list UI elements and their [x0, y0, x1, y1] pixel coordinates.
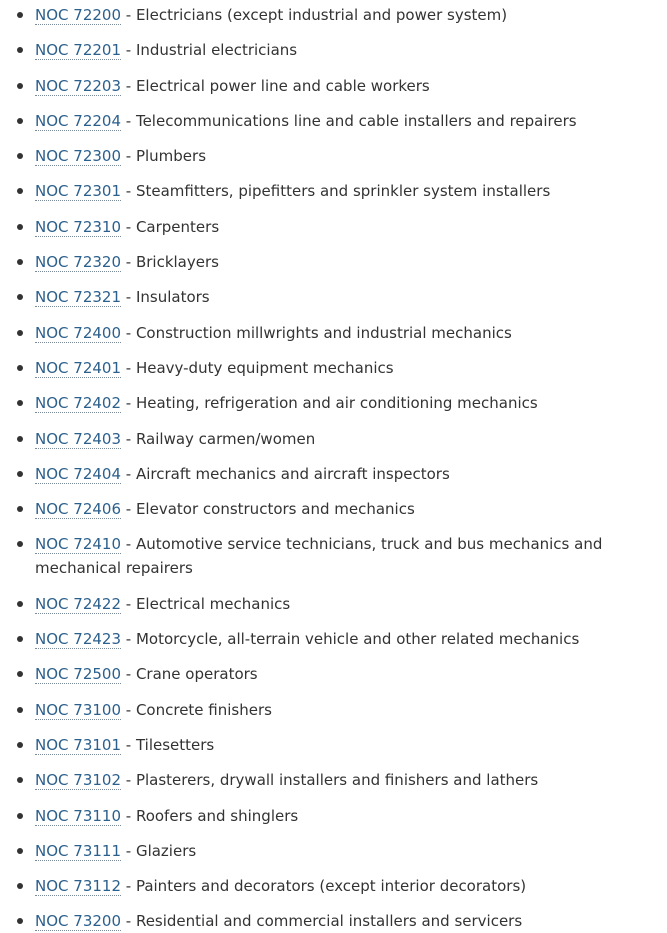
noc-code-link[interactable]: NOC 72203 [35, 76, 121, 95]
bullet-icon [17, 671, 23, 677]
separator: - [121, 394, 136, 413]
separator: - [121, 41, 136, 60]
occupation-title: Electrical mechanics [135, 594, 291, 613]
bullet-icon [17, 365, 23, 371]
separator: - [121, 6, 136, 24]
list-item [0, 427, 667, 451]
separator: - [121, 111, 136, 130]
list-item [0, 462, 667, 486]
list-item [0, 321, 667, 345]
occupation-title: Carpenters [135, 217, 220, 236]
bullet-icon [17, 636, 23, 642]
occupation-title: Motorcycle, all-terrain vehicle and other related mechanics [135, 630, 580, 649]
list-item [0, 285, 667, 309]
occupation-title: Tilesetters [135, 735, 215, 754]
occupation-title: Painters and decorators (except interior decorators) [135, 877, 527, 896]
separator: - [121, 771, 136, 790]
noc-code-link[interactable]: NOC 72400 [35, 323, 121, 342]
list-item [0, 144, 667, 168]
bullet-icon [17, 118, 23, 124]
bullet-icon [17, 813, 23, 819]
occupation-title: Elevator constructors and mechanics [135, 500, 415, 519]
bullet-icon [17, 188, 23, 194]
noc-code-link[interactable]: NOC 72401 [35, 358, 121, 377]
noc-code-link[interactable]: NOC 72310 [35, 217, 121, 236]
separator: - [121, 841, 136, 860]
bullet-icon [17, 436, 23, 442]
separator: - [121, 182, 136, 201]
list-item [0, 74, 667, 98]
bullet-icon [17, 47, 23, 53]
list-item [0, 356, 667, 380]
separator: - [121, 806, 136, 825]
occupation-title: Heating, refrigeration and air conditioning mechanics [135, 394, 538, 413]
occupation-title: Electricians (except industrial and power system) [135, 6, 508, 24]
occupation-title: Electrical power line and cable workers [135, 76, 430, 95]
bullet-icon [17, 601, 23, 607]
noc-code-link[interactable]: NOC 73111 [35, 841, 121, 860]
occupation-title: Insulators [135, 288, 210, 307]
occupation-title: Railway carmen/women [135, 429, 316, 448]
noc-code-link[interactable]: NOC 72403 [35, 429, 121, 448]
noc-code-link[interactable]: NOC 72410 [35, 535, 121, 554]
occupation-title: Heavy-duty equipment mechanics [135, 358, 394, 377]
occupation-title: Residential and commercial installers and servicers [135, 912, 523, 931]
separator: - [121, 735, 136, 754]
list-item [0, 768, 667, 792]
list-item [0, 215, 667, 239]
list-item [0, 0, 667, 27]
occupation-title: Roofers and shinglers [135, 806, 299, 825]
list-item [0, 804, 667, 828]
occupation-title: Industrial electricians [135, 41, 298, 60]
list-item [0, 839, 667, 863]
noc-code-link[interactable]: NOC 72300 [35, 147, 121, 166]
list-item [0, 733, 667, 757]
list-item [0, 179, 667, 203]
bullet-icon [17, 330, 23, 336]
noc-code-link[interactable]: NOC 72500 [35, 665, 121, 684]
list-item [0, 497, 667, 521]
occupation-title: Bricklayers [135, 253, 219, 272]
bullet-icon [17, 506, 23, 512]
separator: - [121, 464, 136, 483]
list-item [0, 109, 667, 133]
occupation-title: Concrete finishers [135, 700, 272, 719]
bullet-icon [17, 742, 23, 748]
occupation-title: Construction millwrights and industrial mechanics [135, 323, 512, 342]
separator: - [121, 253, 136, 272]
noc-code-link[interactable]: NOC 72201 [35, 41, 121, 60]
noc-code-link[interactable]: NOC 72301 [35, 182, 121, 201]
separator: - [121, 323, 136, 342]
bullet-icon [17, 848, 23, 854]
bullet-icon [17, 400, 23, 406]
separator: - [121, 500, 136, 519]
bullet-icon [17, 259, 23, 265]
separator: - [121, 147, 136, 166]
separator: - [121, 76, 136, 95]
list-item [0, 909, 667, 933]
noc-code-link[interactable]: NOC 72422 [35, 594, 121, 613]
separator: - [121, 630, 136, 649]
noc-code-link[interactable]: NOC 72404 [35, 464, 121, 483]
list-item [0, 662, 667, 686]
bullet-icon [17, 883, 23, 889]
noc-code-link[interactable]: NOC 72204 [35, 111, 121, 130]
separator: - [121, 358, 136, 377]
bullet-icon [17, 12, 23, 18]
noc-code-link[interactable]: NOC 73112 [35, 877, 121, 896]
occupation-title: Crane operators [135, 665, 258, 684]
separator: - [121, 535, 136, 554]
noc-code-link[interactable]: NOC 73200 [35, 912, 121, 931]
bullet-icon [17, 83, 23, 89]
noc-code-link[interactable]: NOC 72321 [35, 288, 121, 307]
bullet-icon [17, 541, 23, 547]
list-item [0, 698, 667, 722]
separator: - [121, 912, 136, 931]
noc-code-link[interactable]: NOC 72406 [35, 500, 121, 519]
occupation-title: Telecommunications line and cable installers and repairers [135, 111, 577, 130]
separator: - [121, 288, 136, 307]
bullet-icon [17, 777, 23, 783]
noc-code-link[interactable]: NOC 73100 [35, 700, 121, 719]
occupation-title: Plumbers [135, 147, 207, 166]
noc-code-link[interactable]: NOC 72423 [35, 630, 121, 649]
occupation-title: Automotive service technicians, truck and bus mechanics and mechanical repairers [35, 535, 603, 578]
bullet-icon [17, 471, 23, 477]
bullet-icon [17, 707, 23, 713]
noc-code-link[interactable]: NOC 73102 [35, 771, 121, 790]
noc-code-link[interactable]: NOC 72402 [35, 394, 121, 413]
list-item [0, 532, 667, 580]
separator: - [121, 594, 136, 613]
occupation-title: Glaziers [135, 841, 197, 860]
separator: - [121, 877, 136, 896]
list-item [0, 592, 667, 616]
list-item [0, 250, 667, 274]
occupation-title: Aircraft mechanics and aircraft inspectors [135, 464, 450, 483]
occupation-title: Plasterers, drywall installers and finishers and lathers [135, 771, 539, 790]
list-item [0, 38, 667, 62]
bullet-icon [17, 224, 23, 230]
occupation-title: Steamfitters, pipefitters and sprinkler system installers [135, 182, 551, 201]
list-item [0, 627, 667, 651]
bullet-icon [17, 294, 23, 300]
separator: - [121, 665, 136, 684]
noc-code-link[interactable]: NOC 73110 [35, 806, 121, 825]
bullet-icon [17, 153, 23, 159]
separator: - [121, 217, 136, 236]
noc-code-link[interactable]: NOC 72320 [35, 253, 121, 272]
noc-code-link[interactable]: NOC 73101 [35, 735, 121, 754]
separator: - [121, 700, 136, 719]
list-item [0, 391, 667, 415]
bullet-icon [17, 918, 23, 924]
separator: - [121, 429, 136, 448]
noc-code-link[interactable]: NOC 72200 [35, 6, 121, 24]
list-item [0, 874, 667, 898]
